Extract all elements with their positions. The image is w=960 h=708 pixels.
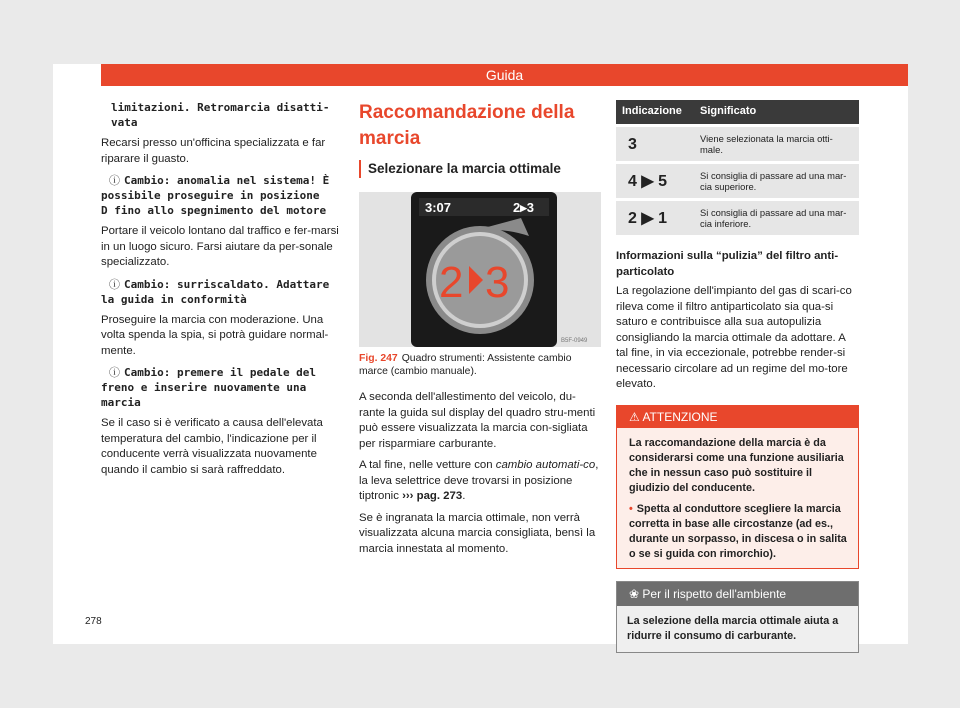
text-run: .: [462, 490, 466, 502]
caption-text: Quadro strumenti: Assistente cambio marce (cambio manuale).: [359, 353, 572, 377]
message-line: freno e inserire nuovamente una: [101, 381, 307, 394]
table-cell-meaning: Si consiglia di passare ad una mar-cia inferiore.: [694, 200, 859, 236]
body-text: Recarsi presso un'officina specializzata e far riparare il guasto.: [101, 137, 326, 165]
figure-247: [359, 192, 601, 347]
gear-hint-small: 2▸3: [513, 200, 534, 215]
text-run: cambio automati-co: [495, 459, 596, 471]
warning-circle-icon: ⓘ: [109, 277, 120, 291]
section-heading: [359, 100, 601, 152]
message-line: D fino allo spegnimento del motore: [101, 204, 327, 217]
table-row: [616, 163, 859, 200]
figure-caption: [359, 353, 601, 378]
table-row: [616, 126, 859, 163]
section-header: [101, 64, 908, 86]
table-header: [616, 100, 859, 126]
message-line: la guida in conformità: [101, 292, 247, 306]
warning-text: Spetta al conduttore scegliere la marcia corretta in base alle circostanze (ad es., durante un sorpasso, in discesa o in salita o se si guida con rimorchio).: [629, 502, 847, 560]
message-heading: [101, 100, 341, 130]
warning-bullet-item: [629, 502, 850, 562]
warning-text: La raccomandazione della marcia è da considerarsi come una funzione ausiliaria che in nessun caso può sostituire il giudizio del conducente.: [629, 436, 844, 494]
page-number: 278: [85, 616, 102, 627]
body-text: La regolazione dell'impianto del gas di scari-co rileva come il filtro antiparticolato sia qua-si saturo e contribuisce alla sua autopulizia consigliando la marcia ottimale da adottare. A tal fine, in via eccezionale, potrebbe render-si necessario circolare ad un regime del mo-tore elevato.: [616, 285, 852, 390]
table-cell-indication: 4 ▶ 5: [616, 163, 694, 200]
table-cell-meaning: Si consiglia di passare ad una mar-cia superiore.: [694, 163, 859, 200]
leaf-icon: ❀: [629, 586, 640, 601]
text-run: , la leva selettrice deve trovarsi in posizione tiptronic: [359, 459, 599, 502]
figure-code: B5F-0949: [561, 338, 588, 344]
table-header-cell: Significato: [694, 100, 859, 126]
figure-label: Fig. 247: [359, 353, 398, 364]
warning-circle-icon: ⓘ: [109, 174, 120, 187]
message-line: vata: [111, 116, 138, 129]
gear-from: 2: [439, 258, 464, 307]
heading-line: Raccomandazione della: [359, 102, 575, 123]
table-cell-indication: 3: [616, 126, 694, 163]
table-row: [616, 200, 859, 236]
bullet-icon: •: [629, 502, 633, 515]
table-header-cell: Indicazione: [616, 100, 694, 126]
environment-title: Per il rispetto dell'ambiente: [642, 586, 787, 601]
clock-readout: 3:07: [425, 200, 452, 215]
message-heading: [101, 173, 341, 218]
info-heading: Informazioni sulla “pulizia” del filtro anti-particolato: [616, 250, 839, 278]
section-title: Guida: [485, 67, 524, 83]
page-reference-link[interactable]: ››› pag. 273: [402, 490, 463, 502]
manual-page: [53, 64, 908, 644]
message-line: marcia: [101, 396, 141, 409]
message-line: limitazioni. Retromarcia disatti-: [111, 101, 330, 114]
body-text: Portare il veicolo lontano dal traffico e fer-marsi in un luogo sicuro. Farsi aiutare da per-sonale specializzato.: [101, 225, 339, 268]
indication-table: [616, 100, 859, 235]
table-cell-meaning: Viene selezionata la marcia otti-male.: [694, 126, 859, 163]
warning-box: [616, 405, 859, 569]
heading-line: marcia: [359, 128, 421, 149]
text-run: A tal fine, nelle vetture con: [359, 459, 496, 471]
message-line: Cambio: premere il pedale del: [124, 366, 317, 379]
body-text: Proseguire la marcia con moderazione. Una volta spenda la spia, si potrà guidare normal-mente.: [101, 313, 329, 357]
message-line: Cambio: surriscaldato. Adattare: [124, 277, 330, 291]
warning-triangle-icon: ⚠: [629, 409, 640, 424]
body-text: A seconda dell'allestimento del veicolo, du-rante la guida sul display del quadro stru-menti può essere visualizzata la marcia con-sigliata per risparmiare carburante.: [359, 391, 596, 450]
warning-body: [617, 428, 858, 568]
warning-circle-icon: ⓘ: [109, 366, 120, 379]
message-heading: [101, 277, 341, 307]
subsection-heading: Selezionare la marcia ottimale: [359, 160, 601, 178]
body-text: Se il caso si è verificato a causa dell'elevata temperatura del cambio, l'indicazione per il conducente verrà visualizzata nuovamente quando il cambio si sarà raffreddato.: [101, 417, 323, 476]
right-column: [616, 100, 859, 653]
instrument-cluster-illustration: [359, 192, 601, 347]
left-column: [101, 100, 341, 484]
environment-box: [616, 581, 859, 653]
warning-title: ATTENZIONE: [642, 409, 718, 424]
environment-header: [617, 582, 858, 606]
message-line: Cambio: anomalia nel sistema! È: [124, 174, 330, 187]
environment-text: La selezione della marcia ottimale aiuta a ridurre il consumo di carburante.: [627, 614, 839, 642]
body-text: [359, 458, 601, 505]
middle-column: [359, 100, 601, 563]
body-text: Se è ingranata la marcia ottimale, non verrà visualizzata alcuna marcia consigliata, bensì la marcia innestata al momento.: [359, 511, 596, 555]
gear-to: 3: [485, 258, 510, 307]
warning-header: [617, 406, 858, 428]
message-heading: [101, 365, 341, 410]
message-line: possibile proseguire in posizione: [101, 189, 320, 202]
table-cell-indication: 2 ▶ 1: [616, 200, 694, 236]
